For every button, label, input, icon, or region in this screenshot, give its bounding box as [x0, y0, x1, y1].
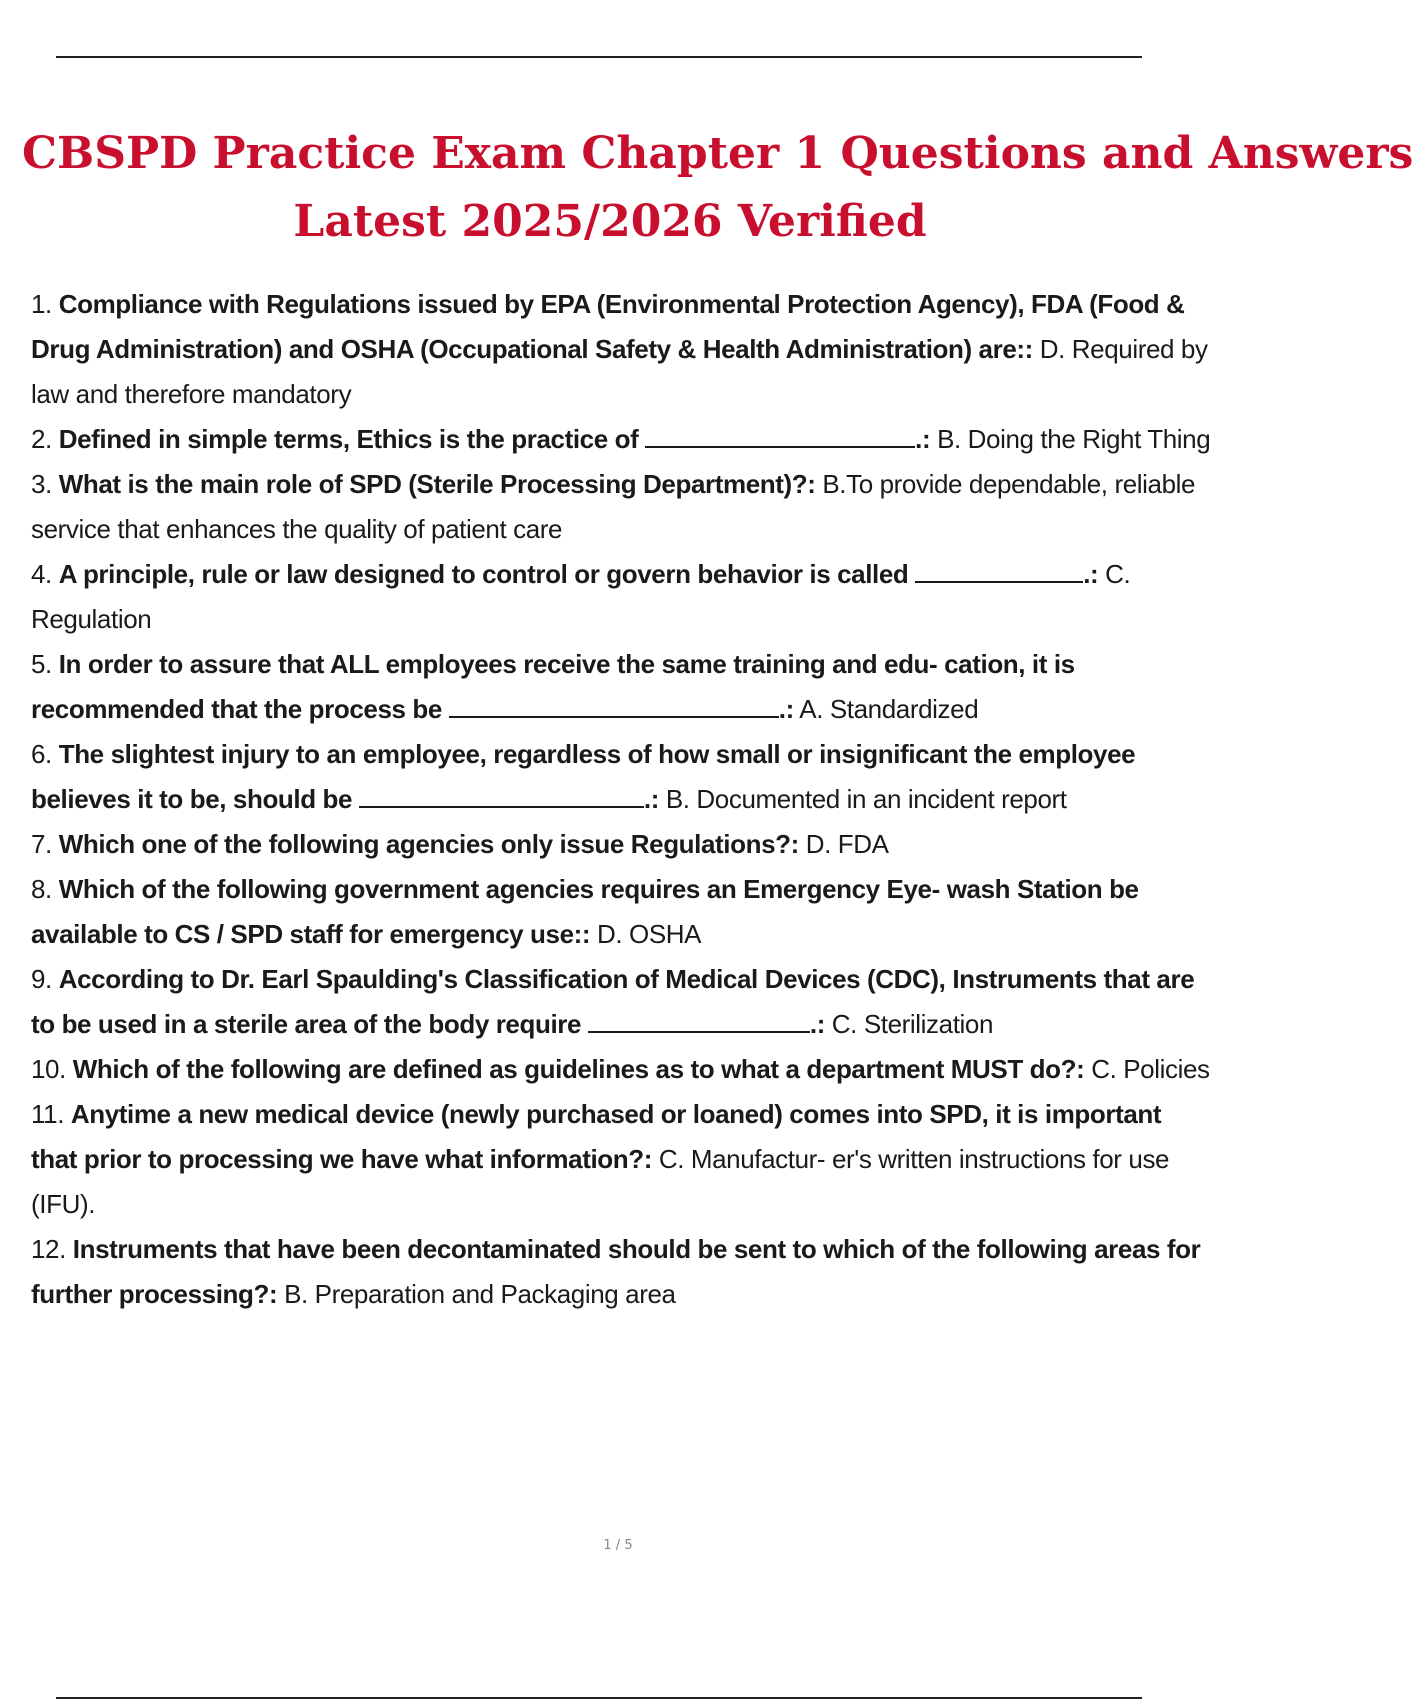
answer-text: B.To provide dependable, reliable service that enhances the quality of patient care	[31, 469, 1196, 544]
question-text: A principle, rule or law designed to control or govern behavior is called	[58, 559, 909, 589]
question-number: 5.	[31, 649, 59, 679]
question-item-2	[31, 417, 1211, 462]
question-text: The slightest injury to an employee, regardless of how small or insignificant the employee believes it to be, should be	[31, 739, 1136, 814]
answer-text: C. Regulation	[31, 559, 1131, 634]
question-item-5	[31, 642, 1211, 732]
answer-text: A. Standardized	[793, 694, 979, 724]
question-item-7	[31, 822, 1211, 867]
bottom-rule	[56, 1697, 1142, 1699]
answer-text: D. Required by law and therefore mandatory	[31, 334, 1208, 409]
answer-blank	[359, 786, 644, 808]
answer-blank	[915, 561, 1083, 583]
question-number: 3.	[31, 469, 59, 499]
question-item-12	[31, 1227, 1211, 1317]
document-title	[20, 120, 1413, 256]
answer-text: C. Policies	[1084, 1054, 1210, 1084]
question-suffix: .:	[1083, 559, 1099, 589]
answer-blank	[588, 1011, 810, 1033]
answer-blank	[449, 696, 779, 718]
question-text: Instruments that have been decontaminated should be sent to which of the following areas for further processing?:	[31, 1234, 1201, 1309]
question-item-3	[31, 462, 1211, 552]
question-text: Compliance with Regulations issued by EPA (Environmental Protection Agency), FDA (Food & Drug Administration) and OSHA (Occupational Safety & Health Administration) are::	[31, 289, 1185, 364]
answer-text: B. Documented in an incident report	[659, 784, 1067, 814]
question-item-8	[31, 867, 1211, 957]
question-number: 2.	[31, 424, 59, 454]
answer-text: C. Sterilization	[824, 1009, 994, 1039]
question-number: 12.	[31, 1234, 73, 1264]
question-item-6	[31, 732, 1211, 822]
question-number: 10.	[31, 1054, 73, 1084]
question-item-10	[31, 1047, 1211, 1092]
question-suffix: .:	[915, 424, 931, 454]
top-rule	[56, 56, 1142, 58]
question-item-9	[31, 957, 1211, 1047]
question-suffix: .:	[809, 1009, 825, 1039]
question-number: 8.	[31, 874, 59, 904]
question-number: 7.	[31, 829, 59, 859]
question-text: Which of the following are defined as guidelines as to what a department MUST do?:	[72, 1054, 1085, 1084]
answer-text: C. Manufactur- er's written instructions for use (IFU).	[31, 1144, 1170, 1219]
title-line-2: Latest 2025/2026 Verified	[293, 196, 927, 247]
question-suffix: .:	[643, 784, 660, 814]
title-line-1: CBSPD Practice Exam Chapter 1 Questions and Answers	[22, 128, 1413, 179]
question-item-4	[31, 552, 1211, 642]
answer-text: B. Doing the Right Thing	[930, 424, 1211, 454]
question-item-11	[31, 1092, 1211, 1227]
question-text: In order to assure that ALL employees receive the same training and edu- cation, it is recommended that the process be	[31, 649, 1075, 724]
answer-text: B. Preparation and Packaging area	[277, 1279, 676, 1309]
answer-blank	[645, 426, 915, 448]
question-number: 9.	[31, 964, 59, 994]
question-suffix: .:	[778, 694, 794, 724]
question-number: 4.	[31, 559, 59, 589]
question-text: Anytime a new medical device (newly purchased or loaned) comes into SPD, it is important that prior to processing we have what information?:	[31, 1099, 1162, 1174]
question-text: Which of the following government agencies requires an Emergency Eye- wash Station be available to CS / SPD staff for emergency use::	[31, 874, 1139, 949]
question-text: What is the main role of SPD (Sterile Processing Department)?:	[58, 469, 816, 499]
question-number: 6.	[31, 739, 59, 769]
answer-text: D. FDA	[798, 829, 889, 859]
page-number: 1 / 5	[603, 1538, 633, 1553]
question-item-1	[31, 282, 1211, 417]
question-number: 1.	[31, 289, 59, 319]
question-number: 11.	[31, 1099, 71, 1129]
question-list	[31, 282, 1211, 1522]
question-text: According to Dr. Earl Spaulding's Classification of Medical Devices (CDC), Instruments that are to be used in a sterile area of the body require	[31, 964, 1195, 1039]
question-text: Which one of the following agencies only issue Regulations?:	[58, 829, 799, 859]
question-text: Defined in simple terms, Ethics is the practice of	[58, 424, 639, 454]
answer-text: D. OSHA	[590, 919, 702, 949]
